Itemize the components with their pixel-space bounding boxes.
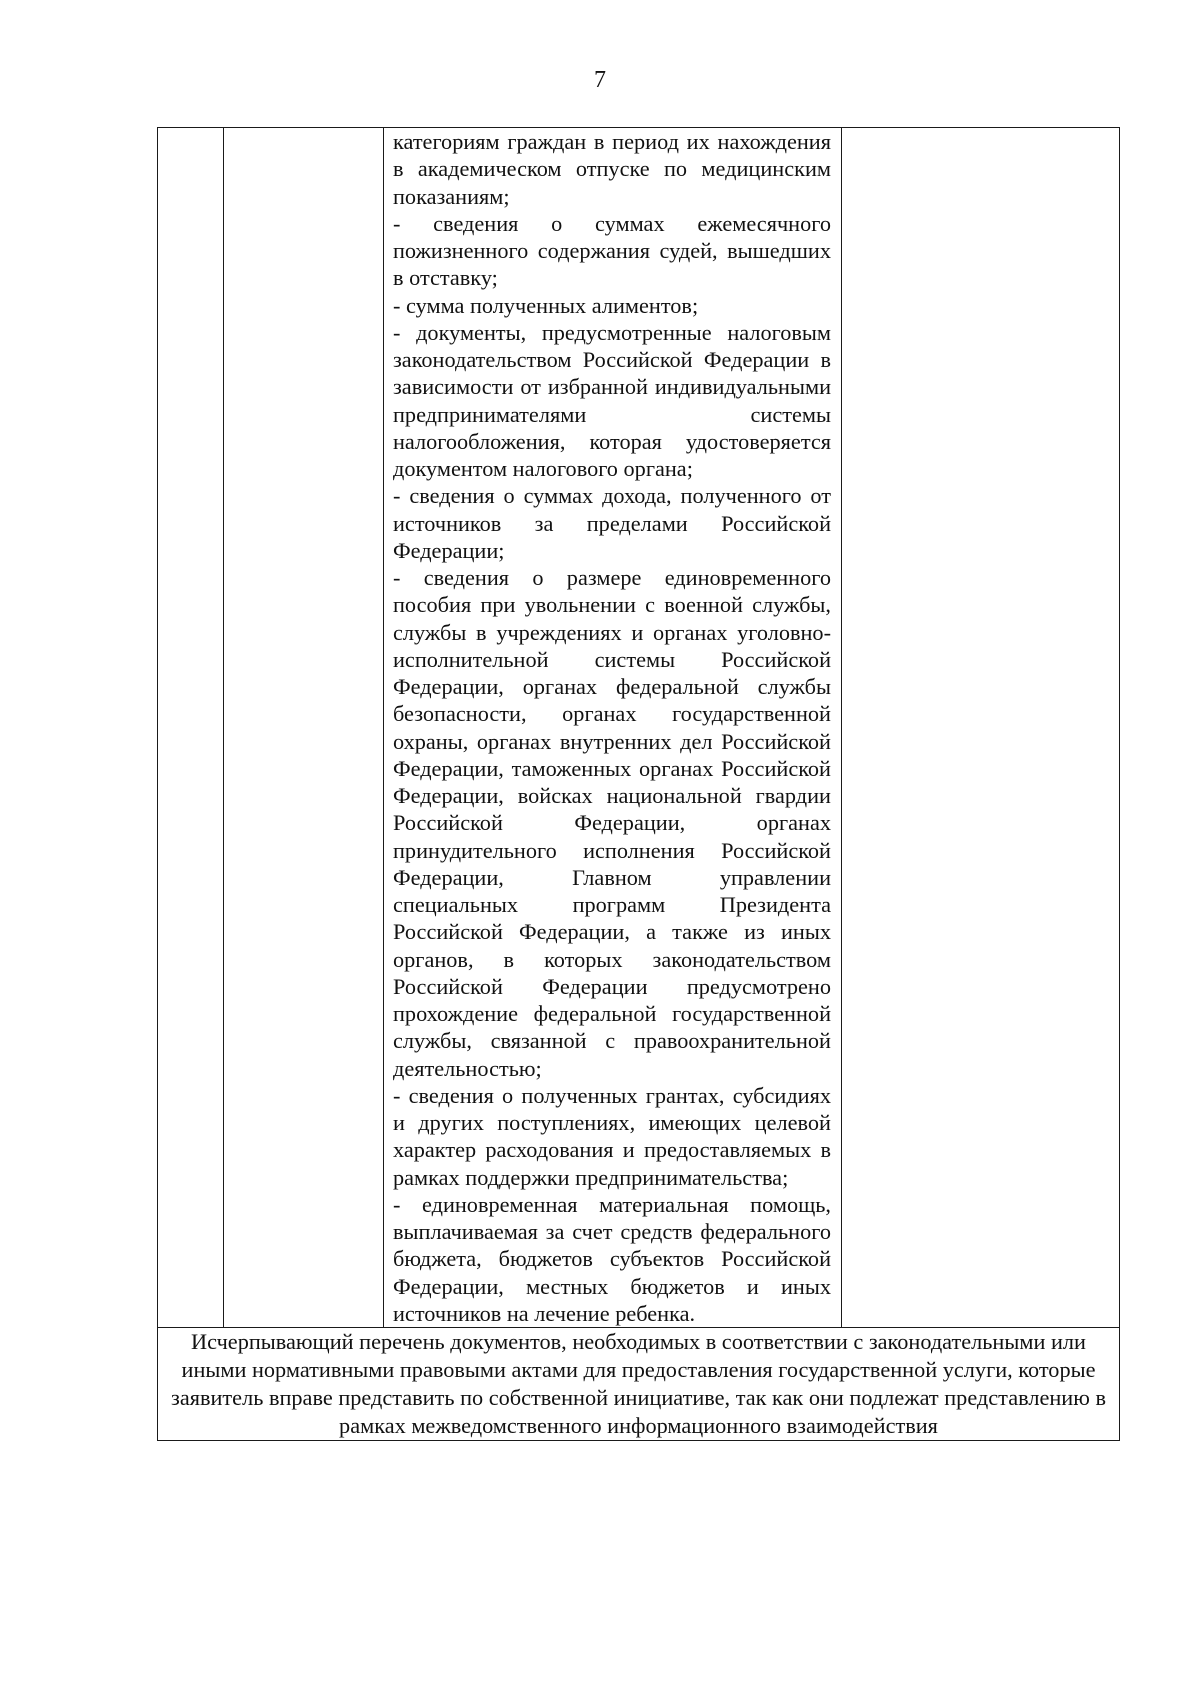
list-item: - сведения о полученных грантах, субсидиях и других поступлениях, имеющих целевой характер расходования и предоставляемых в рамках поддержки предпринимательства; <box>393 1082 831 1190</box>
list-item: - сведения о суммах ежемесячного пожизненного содержания судей, вышедших в отставку; <box>393 210 831 291</box>
page-number: 7 <box>594 67 606 93</box>
list-item: - документы, предусмотренные налоговым законодательством Российской Федерации в зависимости от избранной индивидуальными предпринимателями системы налогообложения, которая удостоверяется документом налогового органа; <box>393 319 831 481</box>
table-cell-number <box>158 128 224 1328</box>
document-table <box>157 127 1120 1441</box>
list-item: - сведения о размере единовременного пособия при увольнении с военной службы, службы в учреждениях и органах уголовно-исполнительной системы Российской Федерации, органах федеральной службы безопасности, органах государственной охраны, органах внутренних дел Российской Федерации, таможенных органах Российской Федерации, войсках национальной гвардии Российской Федерации, органах принудительного исполнения Российской Федерации, Главном управлении специальных программ Президента Российской Федерации, а также из иных органов, в которых законодательством Российской Федерации предусмотрено прохождение федеральной государственной службы, связанной с правоохранительной деятельностью; <box>393 565 831 1081</box>
list-item: - единовременная материальная помощь, выплачиваемая за счет средств федерального бюджета, бюджетов субъектов Российской Федерации, местных бюджетов и иных источников на лечение ребенка. <box>393 1191 831 1326</box>
list-item: - сведения о суммах дохода, полученного от источников за пределами Российской Федерации; <box>393 483 831 563</box>
table-section-row <box>158 1328 1120 1441</box>
table-row <box>158 128 1120 1328</box>
table-cell-notes <box>842 128 1120 1328</box>
table-cell-name <box>224 128 384 1328</box>
list-item: категориям граждан в период их нахождения в академическом отпуске по медицинским показаниям; <box>393 129 831 209</box>
documents-list <box>384 128 841 1327</box>
table-cell-documents <box>384 128 842 1328</box>
list-item: - сумма полученных алиментов; <box>393 292 699 318</box>
section-heading: Исчерпывающий перечень документов, необходимых в соответствии с законодательными или иными нормативными правовыми актами для предоставления государственной услуги, которые заявитель вправе представить по собственной инициативе, так как они подлежат представлению в рамках межведомственного информационного взаимодействия <box>158 1328 1120 1441</box>
